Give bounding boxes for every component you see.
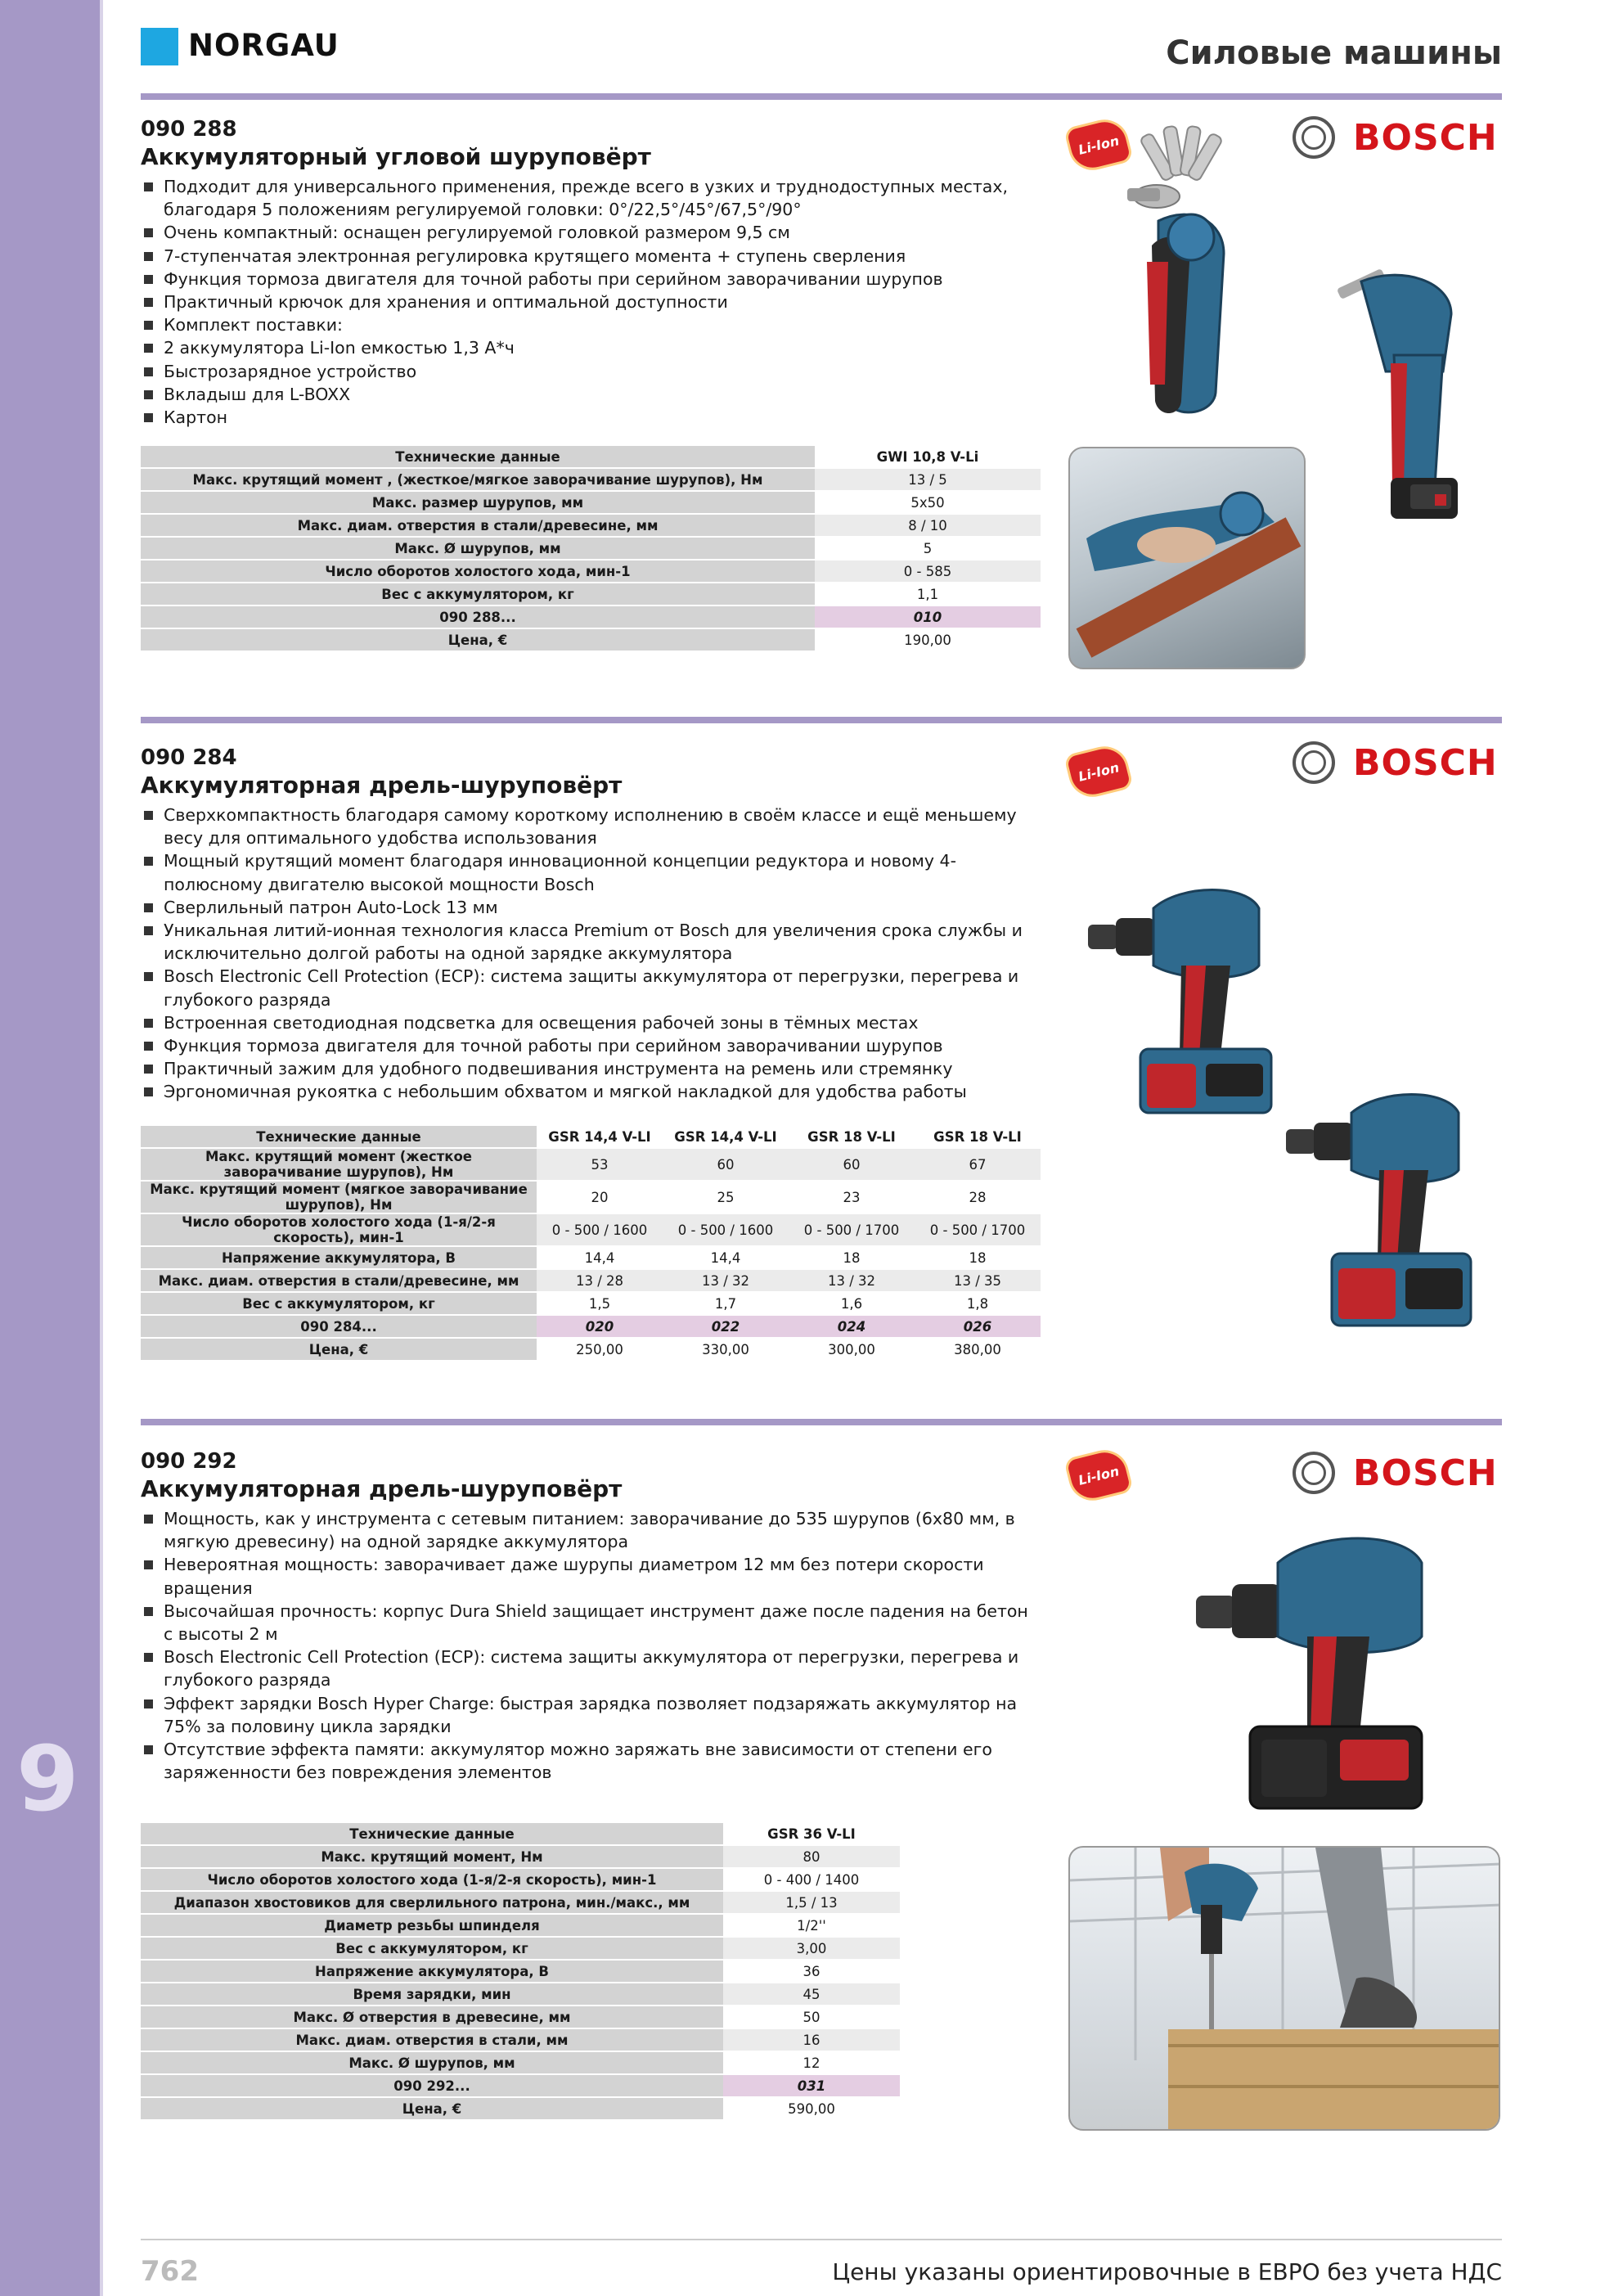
spec-row [141,1915,900,1936]
spec-label: Напряжение аккумулятора, В [141,1247,537,1268]
product-code: 090 292 [141,1449,237,1474]
spec-header-label: Технические данные [141,1823,723,1844]
spec-row [141,2029,900,2051]
product-name: Аккумуляторный угловой шуруповёрт [141,143,651,170]
spec-label: Макс. Ø шурупов, мм [141,538,815,559]
drill-driver-14v-image [1083,859,1279,1129]
price-value: 300,00 [789,1339,915,1360]
spec-value: 0 - 500 / 1600 [537,1214,663,1245]
bosch-wordmark: BOSCH [1353,1452,1498,1494]
spec-value: 67 [915,1149,1041,1180]
spec-label: Макс. диам. отверстия в стали/древесине, мм [141,1270,537,1291]
spec-label: Макс. диам. отверстия в стали/древесине, мм [141,515,815,536]
price-value: 590,00 [723,2098,900,2119]
spec-value: 60 [663,1149,789,1180]
spec-header-row [141,1126,1041,1147]
product-name: Аккумуляторная дрель-шуруповёрт [141,772,623,799]
feature-item: Bosch Electronic Cell Protection (ECP): система защиты аккумулятора от перегрузки, перегрева и глубокого разряда [141,965,1041,1011]
feature-item: Уникальная литий-ионная технология класса Premium от Bosch для увеличения срока службы и исключительно долгой работы на одной зарядке аккумулятора [141,919,1041,965]
bosch-logo [1293,741,1498,784]
price-row [141,1339,1041,1360]
spec-label: Вес с аккумулятором, кг [141,1293,537,1314]
spec-row [141,1270,1041,1291]
feature-list [141,1507,1041,1784]
spec-value: 1,7 [663,1293,789,1314]
price-row [141,629,1041,651]
spec-row [141,1293,1041,1314]
order-code-row [141,2075,900,2096]
model-name: GSR 14,4 V-LI [537,1126,663,1147]
spec-value: 20 [537,1182,663,1213]
order-code: 010 [815,606,1041,628]
feature-item: 7-ступенчатая электронная регулировка крутящего момента + ступень сверления [141,245,1041,268]
feature-item: Высочайшая прочность: корпус Dura Shield защищает инструмент даже после падения на бетон с высоты 2 м [141,1600,1041,1645]
spec-value: 1,6 [789,1293,915,1314]
spec-label: Макс. крутящий момент (мягкое заворачивание шурупов), Нм [141,1182,537,1213]
section-divider [141,717,1502,723]
spec-value: 1,5 [537,1293,663,1314]
spec-label: Число оборотов холостого хода, мин-1 [141,560,815,582]
spec-row [141,1983,900,2005]
bosch-wordmark: BOSCH [1353,741,1498,784]
spec-value: 14,4 [663,1247,789,1268]
spec-value: 0 - 500 / 1700 [915,1214,1041,1245]
spec-value: 80 [723,1846,900,1867]
spec-value: 12 [723,2052,900,2073]
order-code: 024 [789,1316,915,1337]
bosch-armature-icon [1293,741,1335,784]
spec-value: 53 [537,1149,663,1180]
spec-label: Макс. Ø отверстия в древесине, мм [141,2006,723,2028]
li-ion-badge-text: Li-Ion [1077,759,1121,785]
spec-value: 1,5 / 13 [723,1892,900,1913]
spec-row [141,1938,900,1959]
spec-value: 45 [723,1983,900,2005]
norgau-logo: NORGAU [188,28,339,63]
feature-item: Эргономичная рукоятка с небольшим обхватом и мягкой накладкой для удобства работы [141,1080,1041,1103]
price-value: 190,00 [815,629,1041,651]
spec-value: 13 / 5 [815,469,1041,490]
spec-value: 1,1 [815,583,1041,605]
product-block-090284 [141,745,1041,1104]
product-code: 090 284 [141,745,237,770]
spec-row [141,1182,1041,1213]
feature-item: Bosch Electronic Cell Protection (ECP): система защиты аккумулятора от перегрузки, перегрева и глубокого разряда [141,1645,1041,1691]
feature-item: Мощность, как у инструмента с сетевым питанием: заворачивание до 535 шурупов (6х80 мм, в мягкую древесину) на одной зарядке аккумулятора [141,1507,1041,1553]
order-code-label: 090 284... [141,1316,537,1337]
spec-label: Вес с аккумулятором, кг [141,1938,723,1959]
spec-row [141,492,1041,513]
section-divider [141,93,1502,100]
order-code-label: 090 288... [141,606,815,628]
spec-value: 18 [915,1247,1041,1268]
feature-item: Мощный крутящий момент благодаря инновационной концепции редуктора и новому 4-полюсному двигателю высокой мощности Bosch [141,849,1041,895]
bosch-wordmark: BOSCH [1353,116,1498,159]
spec-header-row [141,446,1041,467]
price-value: 250,00 [537,1339,663,1360]
spec-value: 13 / 32 [789,1270,915,1291]
feature-item: Практичный зажим для удобного подвешивания инструмента на ремень или стремянку [141,1057,1041,1080]
spec-row [141,1247,1041,1268]
feature-item: Очень компактный: оснащен регулируемой головкой размером 9,5 см [141,221,1041,244]
spec-value: 0 - 500 / 1600 [663,1214,789,1245]
spec-label: Макс. диам. отверстия в стали, мм [141,2029,723,2051]
model-name: GSR 14,4 V-LI [663,1126,789,1147]
product-block-090288 [141,116,1041,429]
order-code-label: 090 292... [141,2075,723,2096]
angle-driver-image [1093,123,1257,434]
spec-value: 0 - 400 / 1400 [723,1869,900,1890]
spec-row [141,560,1041,582]
spec-label: Макс. крутящий момент (жесткое заворачивание шурупов), Нм [141,1149,537,1180]
spec-label: Напряжение аккумулятора, В [141,1961,723,1982]
spec-label: Макс. размер шурупов, мм [141,492,815,513]
spec-value: 14,4 [537,1247,663,1268]
bosch-armature-icon [1293,116,1335,159]
li-ion-badge [1063,741,1134,802]
feature-item: Встроенная светодиодная подсветка для освещения рабочей зоны в тёмных местах [141,1011,1041,1034]
spec-value: 36 [723,1961,900,1982]
spec-header-row [141,1823,900,1844]
product-name: Аккумуляторная дрель-шуруповёрт [141,1475,623,1502]
model-name: GWI 10,8 V-Li [815,446,1041,467]
spec-value: 1/2'' [723,1915,900,1936]
spec-row [141,1214,1041,1245]
section-title: Силовые машины [1166,34,1502,72]
order-code: 031 [723,2075,900,2096]
feature-item: Отсутствие эффекта памяти: аккумулятор можно заряжать вне зависимости от степени его заряженности без повреждения элементов [141,1738,1041,1784]
li-ion-badge-text: Li-Ion [1077,132,1121,158]
chapter-number: 9 [16,1727,79,1831]
price-row [141,2098,900,2119]
spec-row [141,1149,1041,1180]
feature-item: 2 аккумулятора Li-Ion емкостью 1,3 А*ч [141,336,1041,359]
spec-row [141,469,1041,490]
spec-value: 0 - 500 / 1700 [789,1214,915,1245]
norgau-logo-square [141,28,178,65]
spec-label: Вес с аккумулятором, кг [141,583,815,605]
feature-item: Функция тормоза двигателя для точной работы при серийном заворачивании шурупов [141,268,1041,290]
bosch-armature-icon [1293,1452,1335,1494]
angle-driver-side-image [1312,249,1476,535]
spec-label: Диапазон хвостовиков для сверлильного патрона, мин./макс., мм [141,1892,723,1913]
spec-value: 13 / 28 [537,1270,663,1291]
spec-value: 3,00 [723,1938,900,1959]
model-name: GSR 18 V-LI [915,1126,1041,1147]
spec-value: 16 [723,2029,900,2051]
product-block-090292 [141,1448,1041,1784]
li-ion-badge-text: Li-Ion [1077,1462,1121,1488]
feature-item: Комплект поставки: [141,313,1041,336]
feature-item: Быстрозарядное устройство [141,360,1041,383]
feature-item: Практичный крючок для хранения и оптимальной доступности [141,290,1041,313]
angle-driver-in-use-photo [1068,447,1306,669]
order-code: 022 [663,1316,789,1337]
spec-table-090288 [141,444,1041,652]
spec-label: Макс. крутящий момент , (жесткое/мягкое заворачивание шурупов), Нм [141,469,815,490]
spec-row [141,583,1041,605]
spec-value: 1,8 [915,1293,1041,1314]
spec-row [141,2052,900,2073]
spec-value: 13 / 32 [663,1270,789,1291]
spec-header-label: Технические данные [141,446,815,467]
price-value: 380,00 [915,1339,1041,1360]
spec-row [141,1869,900,1890]
spec-value: 23 [789,1182,915,1213]
drill-driver-36v-image [1185,1506,1430,1817]
spec-value: 28 [915,1182,1041,1213]
sidebar-edge [100,0,103,2296]
page-number: 762 [141,2255,199,2288]
bosch-logo [1293,116,1498,159]
spec-value: 8 / 10 [815,515,1041,536]
feature-item: Подходит для универсального применения, прежде всего в узких и труднодоступных местах, благодаря 5 положениям регулируемой головки: 0°/22,5°/45°/67,5°/90° [141,175,1041,221]
price-label: Цена, € [141,2098,723,2119]
spec-label: Число оборотов холостого хода (1-я/2-я скорость), мин-1 [141,1214,537,1245]
spec-header-label: Технические данные [141,1126,537,1147]
spec-value: 18 [789,1247,915,1268]
spec-row [141,538,1041,559]
drill-driver-in-use-photo [1068,1846,1500,2131]
feature-item: Эффект зарядки Bosch Hyper Charge: быстрая зарядка позволяет подзаряжать аккумулятор на 75% за половину цикла зарядки [141,1692,1041,1738]
spec-row [141,2006,900,2028]
spec-row [141,1846,900,1867]
spec-value: 25 [663,1182,789,1213]
feature-item: Вкладыш для L-BOXX [141,383,1041,406]
feature-item: Картон [141,406,1041,429]
order-code-row [141,606,1041,628]
spec-table-090292 [141,1821,900,2121]
feature-list [141,175,1041,429]
order-code-row [141,1316,1041,1337]
spec-row [141,1892,900,1913]
spec-value: 5x50 [815,492,1041,513]
feature-list [141,804,1041,1104]
chapter-sidebar [0,0,100,2296]
spec-value: 60 [789,1149,915,1180]
spec-value: 50 [723,2006,900,2028]
spec-label: Диаметр резьбы шпинделя [141,1915,723,1936]
product-code: 090 288 [141,117,237,142]
spec-value: 5 [815,538,1041,559]
spec-value: 0 - 585 [815,560,1041,582]
spec-row [141,1961,900,1982]
price-value: 330,00 [663,1339,789,1360]
li-ion-badge [1063,1445,1134,1506]
spec-label: Число оборотов холостого хода (1-я/2-я скорость), мин-1 [141,1869,723,1890]
spec-row [141,515,1041,536]
model-name: GSR 36 V-LI [723,1823,900,1844]
footer-divider [141,2239,1502,2240]
drill-driver-18v-image [1283,1072,1479,1342]
spec-label: Макс. крутящий момент, Нм [141,1846,723,1867]
order-code: 020 [537,1316,663,1337]
spec-table-090284 [141,1124,1041,1362]
spec-value: 13 / 35 [915,1270,1041,1291]
feature-item: Невероятная мощность: заворачивает даже шурупы диаметром 12 мм без потери скорости вращения [141,1553,1041,1599]
feature-item: Сверлильный патрон Auto-Lock 13 мм [141,896,1041,919]
section-divider [141,1419,1502,1425]
footer-note: Цены указаны ориентировочные в ЕВРО без учета НДС [832,2258,1502,2285]
spec-label: Макс. Ø шурупов, мм [141,2052,723,2073]
order-code: 026 [915,1316,1041,1337]
bosch-logo [1293,1452,1498,1494]
price-label: Цена, € [141,629,815,651]
model-name: GSR 18 V-LI [789,1126,915,1147]
price-label: Цена, € [141,1339,537,1360]
feature-item: Сверхкомпактность благодаря самому короткому исполнению в своём классе и ещё меньшему весу для оптимального удобства использования [141,804,1041,849]
feature-item: Функция тормоза двигателя для точной работы при серийном заворачивании шурупов [141,1034,1041,1057]
spec-label: Время зарядки, мин [141,1983,723,2005]
